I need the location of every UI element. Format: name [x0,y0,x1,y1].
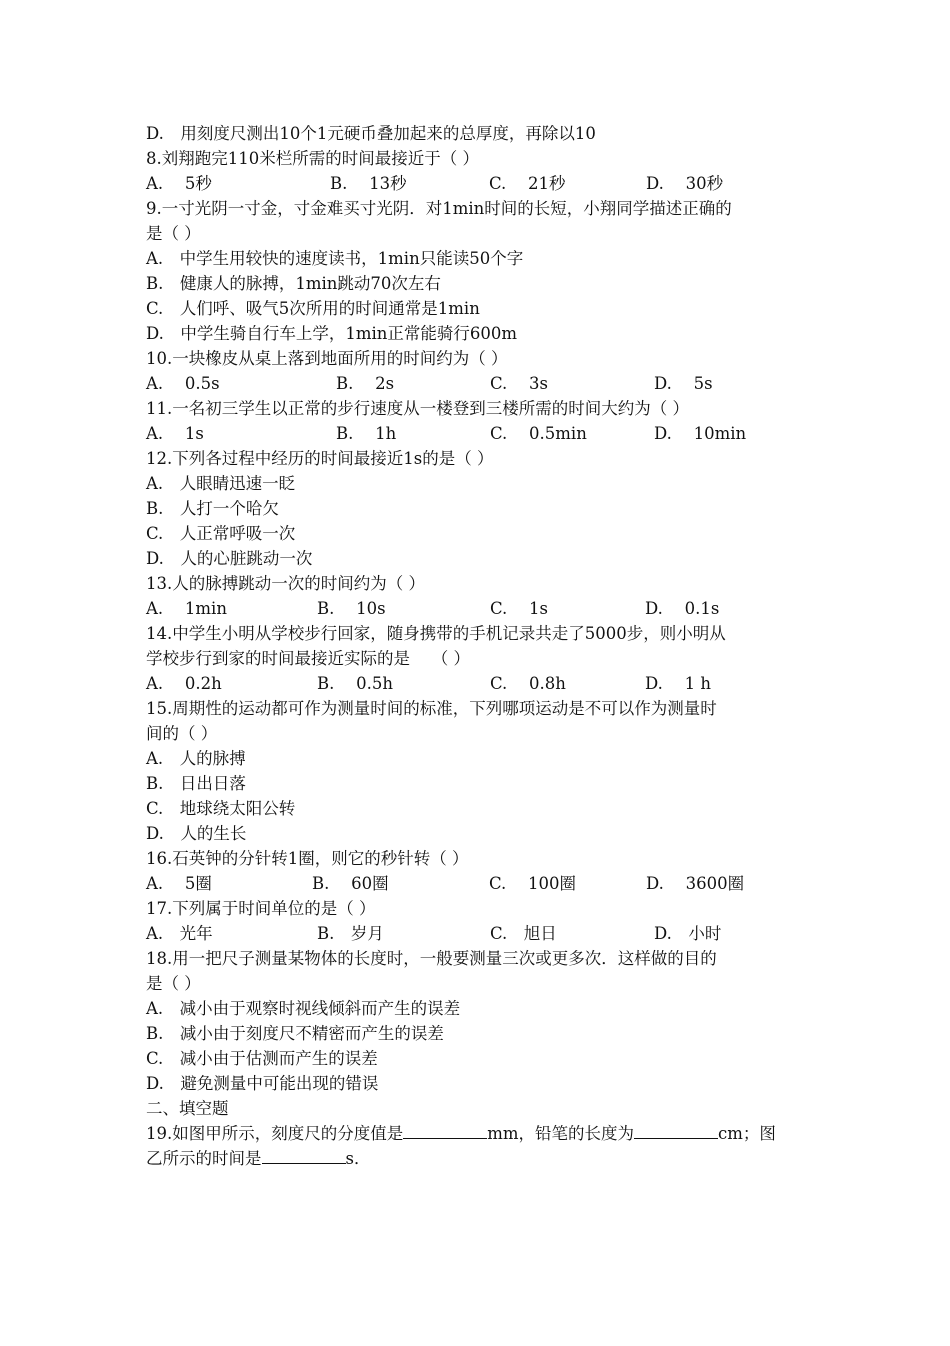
q10-option-a: A. 0.5s [146,374,220,393]
q9-stem-line2: 是（ ） [146,224,201,243]
q9-stem-line1: 9.一寸光阴一寸金，寸金难买寸光阴．对1min时间的长短，小翔同学描述正确的 [146,199,732,218]
q17-option-b: B. 岁月 [317,924,384,943]
q19-text-1: 19.如图甲所示，刻度尺的分度值是 [146,1124,404,1143]
q14-options [146,671,816,696]
q14-option-a: A. 0.2h [146,674,222,693]
q8-stem: 8.刘翔跑完110米栏所需的时间最接近于（ ） [146,149,479,168]
q10-option-d: D. 5s [654,374,713,393]
q11-option-a: A. 1s [146,424,204,443]
q9-option-b: B. 健康人的脉搏，1min跳动70次左右 [146,274,441,293]
q10-stem: 10.一块橡皮从桌上落到地面所用的时间约为（ ） [146,349,508,368]
q8-option-b: B. 13秒 [330,174,407,193]
section-heading-fill-in: 二、填空题 [146,1099,229,1118]
q11-stem: 11.一名初三学生以正常的步行速度从一楼登到三楼所需的时间大约为（ ） [146,399,689,418]
q11-options [146,421,816,446]
q15-stem-line1: 15.周期性的运动都可作为测量时间的标准，下列哪项运动是不可以作为测量时 [146,699,717,718]
q10-options [146,371,816,396]
q13-option-d: D. 0.1s [645,599,720,618]
q19-line1 [146,1121,816,1146]
q11-option-d: D. 10min [654,424,747,443]
q12-option-b: B. 人打一个哈欠 [146,499,279,518]
q17-stem: 17.下列属于时间单位的是（ ） [146,899,376,918]
q19-line2 [146,1146,816,1171]
q16-option-d: D. 3600圈 [646,874,745,893]
q19-text-4: 乙所示的时间是 [146,1149,262,1168]
q8-options [146,171,816,196]
q19-text-3: cm；图 [718,1124,776,1143]
question-list [146,121,816,1171]
q9-option-c: C. 人们呼、吸气5次所用的时间通常是1min [146,299,480,318]
q13-option-a: A. 1min [146,599,227,618]
q18-option-a: A. 减小由于观察时视线倾斜而产生的误差 [146,999,461,1018]
q18-option-d: D. 避免测量中可能出现的错误 [146,1074,379,1093]
q13-options [146,596,816,621]
q17-option-c: C. 旭日 [490,924,557,943]
q14-option-c: C. 0.8h [490,674,566,693]
q14-stem-line2: 学校步行到家的时间最接近实际的是 （ ） [146,649,470,668]
q11-option-b: B. 1h [336,424,397,443]
q12-option-a: A. 人眼睛迅速一眨 [146,474,296,493]
q16-options [146,871,816,896]
q19-blank-scale-division[interactable] [403,1121,487,1139]
q15-option-a: A. 人的脉搏 [146,749,246,768]
q9-option-a: A. 中学生用较快的速度读书，1min只能读50个字 [146,249,524,268]
q19-text-2: mm，铅笔的长度为 [487,1124,635,1143]
q18-stem-line1: 18.用一把尺子测量某物体的长度时，一般要测量三次或更多次．这样做的目的 [146,949,717,968]
q13-option-b: B. 10s [317,599,386,618]
q14-stem-line1: 14.中学生小明从学校步行回家，随身携带的手机记录共走了5000步，则小明从 [146,624,726,643]
q12-stem: 12.下列各过程中经历的时间最接近1s的是（ ） [146,449,494,468]
q19-blank-time[interactable] [262,1146,346,1164]
q16-stem: 16.石英钟的分针转1圈，则它的秒针转（ ） [146,849,469,868]
q7-option-d: D. 用刻度尺测出10个1元硬币叠加起来的总厚度，再除以10 [146,124,596,143]
q15-stem-line2: 间的（ ） [146,724,218,743]
q18-option-b: B. 减小由于刻度尺不精密而产生的误差 [146,1024,444,1043]
q11-option-c: C. 0.5min [490,424,587,443]
q19-text-5: s． [345,1149,371,1168]
q12-option-d: D. 人的心脏跳动一次 [146,549,313,568]
q13-option-c: C. 1s [490,599,548,618]
q16-option-a: A. 5圈 [146,874,212,893]
q15-option-b: B. 日出日落 [146,774,246,793]
q14-option-b: B. 0.5h [317,674,393,693]
q17-option-d: D. 小时 [654,924,722,943]
q9-option-d: D. 中学生骑自行车上学，1min正常能骑行600m [146,324,518,343]
q18-option-c: C. 减小由于估测而产生的误差 [146,1049,378,1068]
q13-stem: 13.人的脉搏跳动一次的时间约为（ ） [146,574,425,593]
q8-option-c: C. 21秒 [489,174,566,193]
q16-option-b: B. 60圈 [312,874,389,893]
q14-option-d: D. 1 h [645,674,711,693]
q17-option-a: A. 光年 [146,924,213,943]
q10-option-c: C. 3s [490,374,548,393]
q18-stem-line2: 是（ ） [146,974,201,993]
q17-options [146,921,816,946]
q15-option-d: D. 人的生长 [146,824,247,843]
q19-blank-pencil-length[interactable] [634,1121,718,1139]
q15-option-c: C. 地球绕太阳公转 [146,799,296,818]
q8-option-a: A. 5秒 [146,174,212,193]
q8-option-d: D. 30秒 [646,174,724,193]
q16-option-c: C. 100圈 [489,874,577,893]
q10-option-b: B. 2s [336,374,395,393]
q12-option-c: C. 人正常呼吸一次 [146,524,296,543]
